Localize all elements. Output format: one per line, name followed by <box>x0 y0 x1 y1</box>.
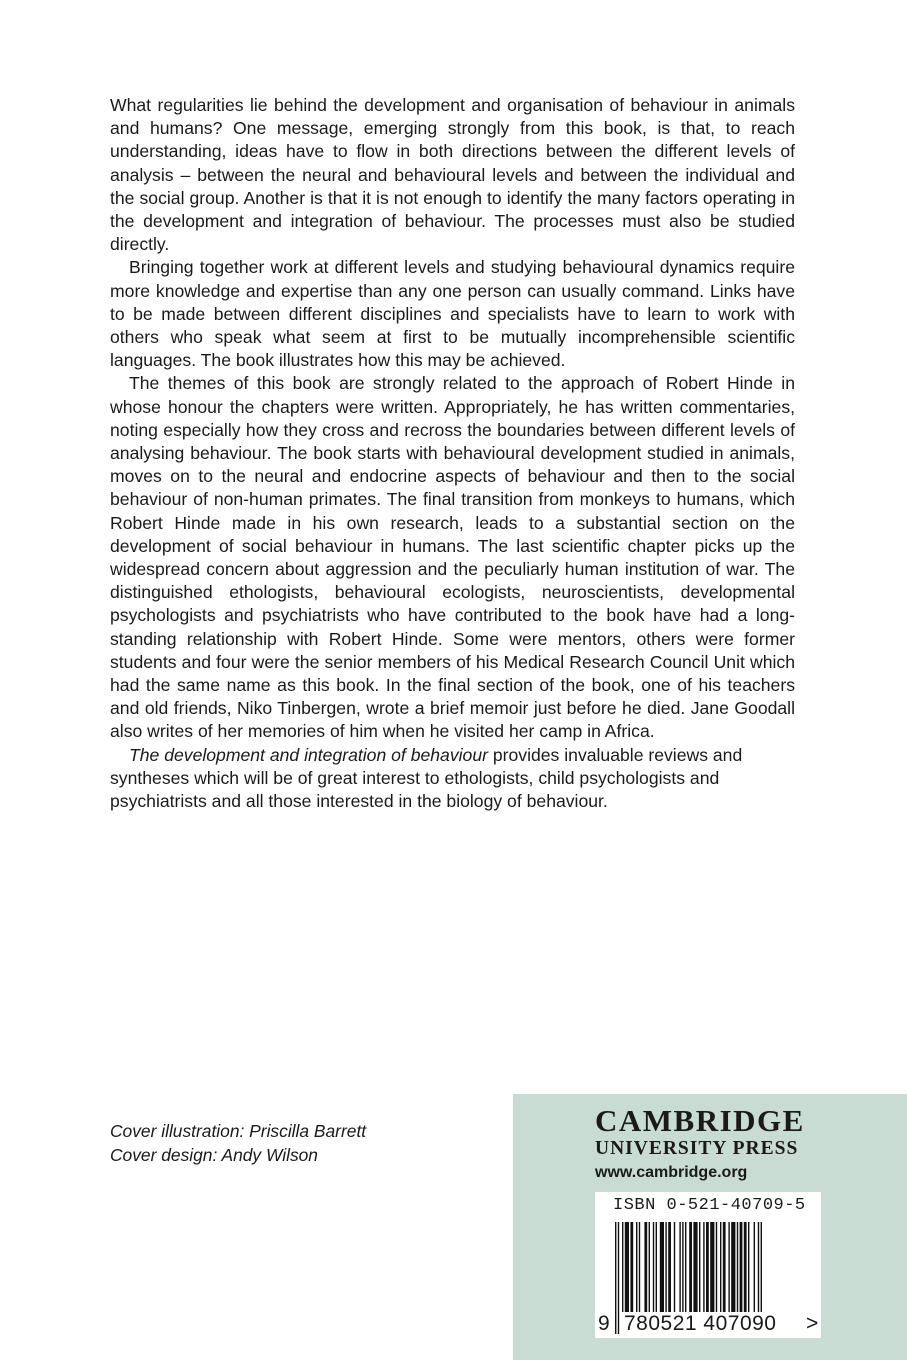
barcode-bar <box>660 1222 664 1314</box>
isbn-label: ISBN 0-521-40709-5 <box>613 1196 806 1215</box>
blurb-final-text: provides invaluable reviews and syntheses which will be of great interest to ethologists, child psychologists and psychiatrists and all those interested in the biology of behaviour. <box>110 744 743 812</box>
barcode-bar <box>740 1222 743 1314</box>
blurb-paragraph: What regularities lie behind the development and organisation of behaviour in animals and humans? One message, emerging strongly from this book, is that, to reach understanding, ideas have to flow in both directions between the different levels of analysis – between the neural and behavioural levels and between the individual and the social group. Another is that it is not enough to identify the many factors operating in the development and integration of behaviour. The processes must also be studied directly. <box>110 95 795 255</box>
blurb-final-paragraph <box>110 744 795 814</box>
barcode-bar <box>644 1222 647 1314</box>
barcode-bar <box>674 1222 675 1314</box>
barcode-bar <box>748 1222 749 1314</box>
book-title-italic: The development and integration of behaviour <box>129 744 488 765</box>
cover-credits <box>110 1119 366 1167</box>
barcode-bar <box>758 1222 759 1314</box>
barcode-bar <box>706 1222 709 1314</box>
barcode-bar <box>716 1222 717 1314</box>
barcode-bar <box>682 1222 683 1314</box>
barcode-bar <box>710 1222 714 1314</box>
publisher-panel <box>513 1094 907 1360</box>
barcode-bar <box>665 1222 666 1314</box>
barcode-bar <box>668 1222 671 1314</box>
barcode-bar <box>744 1222 747 1314</box>
barcode-bar <box>679 1222 680 1314</box>
barcode-bar <box>630 1222 633 1314</box>
barcode-bar <box>622 1222 623 1314</box>
barcode-bar <box>639 1222 640 1314</box>
barcode-bar <box>699 1222 700 1314</box>
publisher-name: CAMBRIDGE <box>595 1103 805 1138</box>
barcode-bar <box>728 1222 729 1314</box>
barcode-bar <box>653 1222 654 1314</box>
ean-main-digits: 780521 407090 <box>624 1312 777 1335</box>
barcode-bar <box>720 1222 721 1314</box>
barcode-bar <box>754 1222 755 1314</box>
ean-first-digit: 9 <box>598 1312 610 1335</box>
illustration-credit: Cover illustration: Priscilla Barrett <box>110 1121 367 1141</box>
blurb-paragraph: The themes of this book are strongly related to the approach of Robert Hinde in whose honour the chapters were written. Appropriately, he has written commentaries, noting especially how they cross and recross the boundaries between different levels of analysing behaviour. The book starts with behavioural development studied in animals, moves on to the neural and endocrine aspects of behaviour and then to the social behaviour of non-human primates. The final transition from monkeys to humans, which Robert Hinde made in his own research, leads to a substantial section on the development of social behaviour in humans. The last scientific chapter picks up the widespread concern about aggression and the peculiarly human institution of war. The distinguished ethologists, behavioural ecologists, neuroscientists, developmental psychologists and psychiatrists who have contributed to the book have had a long-standing relationship with Robert Hinde. Some were mentors, others were former students and four were the senior members of his Medical Research Council Unit which had the same name as this book. In the final section of the book, one of his teachers and old friends, Niko Tinbergen, wrote a brief memoir just before he died. Jane Goodall also writes of her memories of him when he visited her camp in Africa. <box>110 373 795 742</box>
barcode-bar <box>649 1222 650 1314</box>
barcode-bar <box>656 1222 657 1314</box>
ean-arrow: > <box>806 1312 819 1335</box>
barcode-bar <box>636 1222 637 1314</box>
ean-digits <box>595 1312 821 1334</box>
barcode-bar <box>625 1222 629 1314</box>
publisher-logo <box>595 1104 805 1160</box>
barcode-bar <box>693 1222 697 1314</box>
barcode-bar <box>731 1222 735 1314</box>
barcode-bar <box>703 1222 704 1314</box>
barcode-bar <box>737 1222 738 1314</box>
design-credit: Cover design: Andy Wilson <box>110 1145 318 1165</box>
back-cover-blurb <box>110 94 795 813</box>
publisher-subname: UNIVERSITY PRESS <box>595 1138 799 1159</box>
barcode-box <box>595 1192 821 1338</box>
publisher-url: www.cambridge.org <box>595 1164 748 1181</box>
barcode-bar <box>723 1222 726 1314</box>
blurb-paragraph: Bringing together work at different levels and studying behavioural dynamics require more knowledge and expertise than any one person can usually command. Links have to be made between different disciplines and specialists have to learn to work with others who speak what seem at first to be mutually incomprehensible scientific languages. The book illustrates how this may be achieved. <box>110 257 795 371</box>
